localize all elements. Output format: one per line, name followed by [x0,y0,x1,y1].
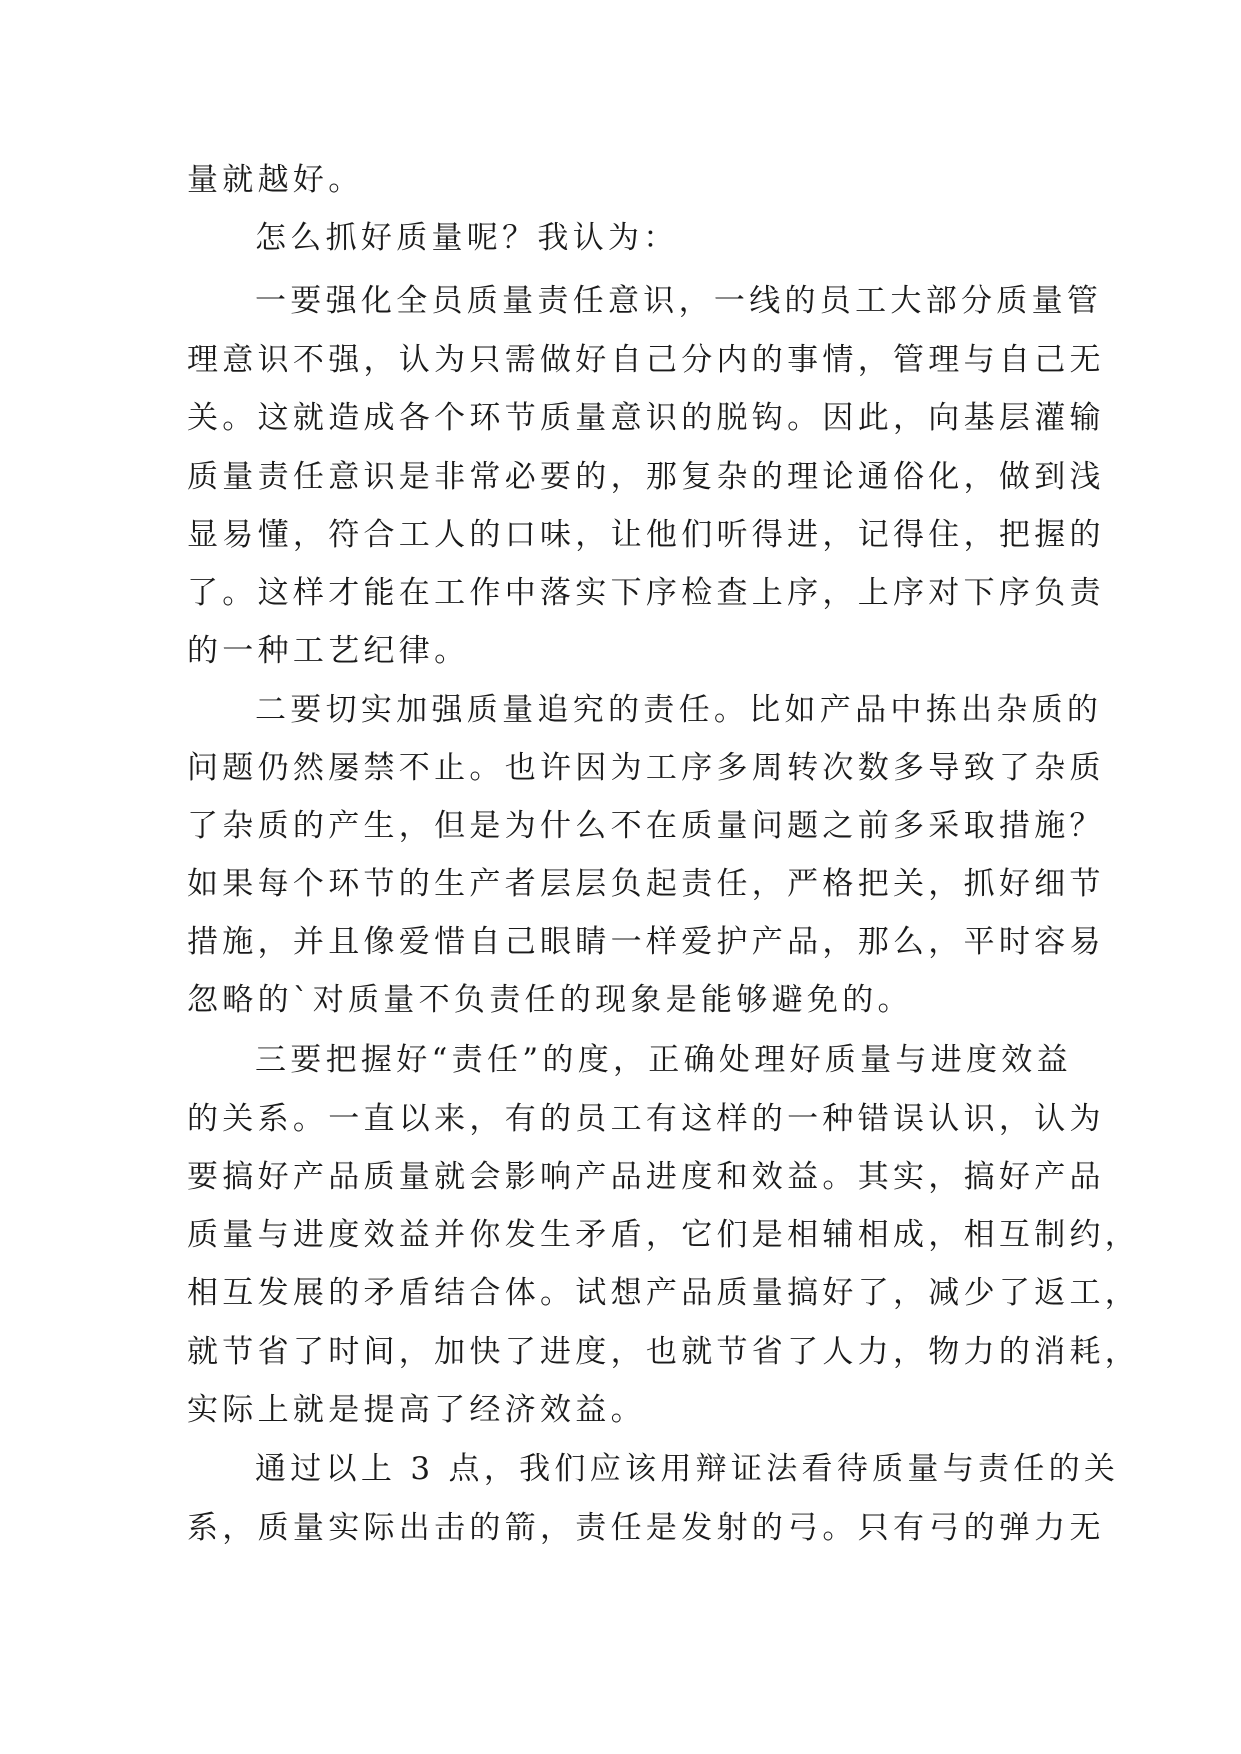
text-line: 实际上就是提高了经济效益。 [187,1392,646,1428]
text-line: 三要把握好“责任”的度，正确处理好质量与进度效益 [255,1042,1072,1078]
text-line: 的关系。一直以来，有的员工有这样的一种错误认识，认为 [187,1101,1105,1137]
text-line: 系，质量实际出击的箭，责任是发射的弓。只有弓的弹力无 [187,1510,1105,1546]
text-line: 措施，并且像爱惜自己眼睛一样爱护产品，那么，平时容易 [187,924,1105,960]
text-line: 质量与进度效益并你发生矛盾，它们是相辅相成，相互制约， [187,1217,1141,1253]
text-line: 关。这就造成各个环节质量意识的脱钩。因此，向基层灌输 [187,400,1105,436]
text-line: 量就越好。 [187,162,364,198]
text-line: 二要切实加强质量追究的责任。比如产品中拣出杂质的 [255,692,1103,728]
text-line: 如果每个环节的生产者层层负起责任，严格把关，抓好细节 [187,866,1105,902]
text-line: 怎么抓好质量呢？我认为： [255,220,679,256]
text-line: 理意识不强，认为只需做好自己分内的事情，管理与自己无 [187,342,1105,378]
text-line: 显易懂，符合工人的口味，让他们听得进，记得住，把握的 [187,517,1105,553]
text-line: 忽略的`对质量不负责任的现象是能够避免的。 [187,982,913,1018]
text-line: 通过以上 3 点，我们应该用辩证法看待质量与责任的关 [255,1451,1120,1487]
text-line: 相互发展的矛盾结合体。试想产品质量搞好了，减少了返工， [187,1275,1141,1311]
text-line: 要搞好产品质量就会影响产品进度和效益。其实，搞好产品 [187,1159,1105,1195]
text-line: 的一种工艺纪律。 [187,633,470,669]
text-line: 就节省了时间，加快了进度，也就节省了人力，物力的消耗， [187,1334,1141,1370]
text-line: 了杂质的产生，但是为什么不在质量问题之前多采取措施？ [187,808,1105,844]
text-line: 问题仍然屡禁不止。也许因为工序多周转次数多导致了杂质 [187,750,1105,786]
text-line: 一要强化全员质量责任意识，一线的员工大部分质量管 [255,283,1103,319]
text-line: 质量责任意识是非常必要的，那复杂的理论通俗化，做到浅 [187,459,1105,495]
text-line: 了。这样才能在工作中落实下序检查上序，上序对下序负责 [187,575,1105,611]
